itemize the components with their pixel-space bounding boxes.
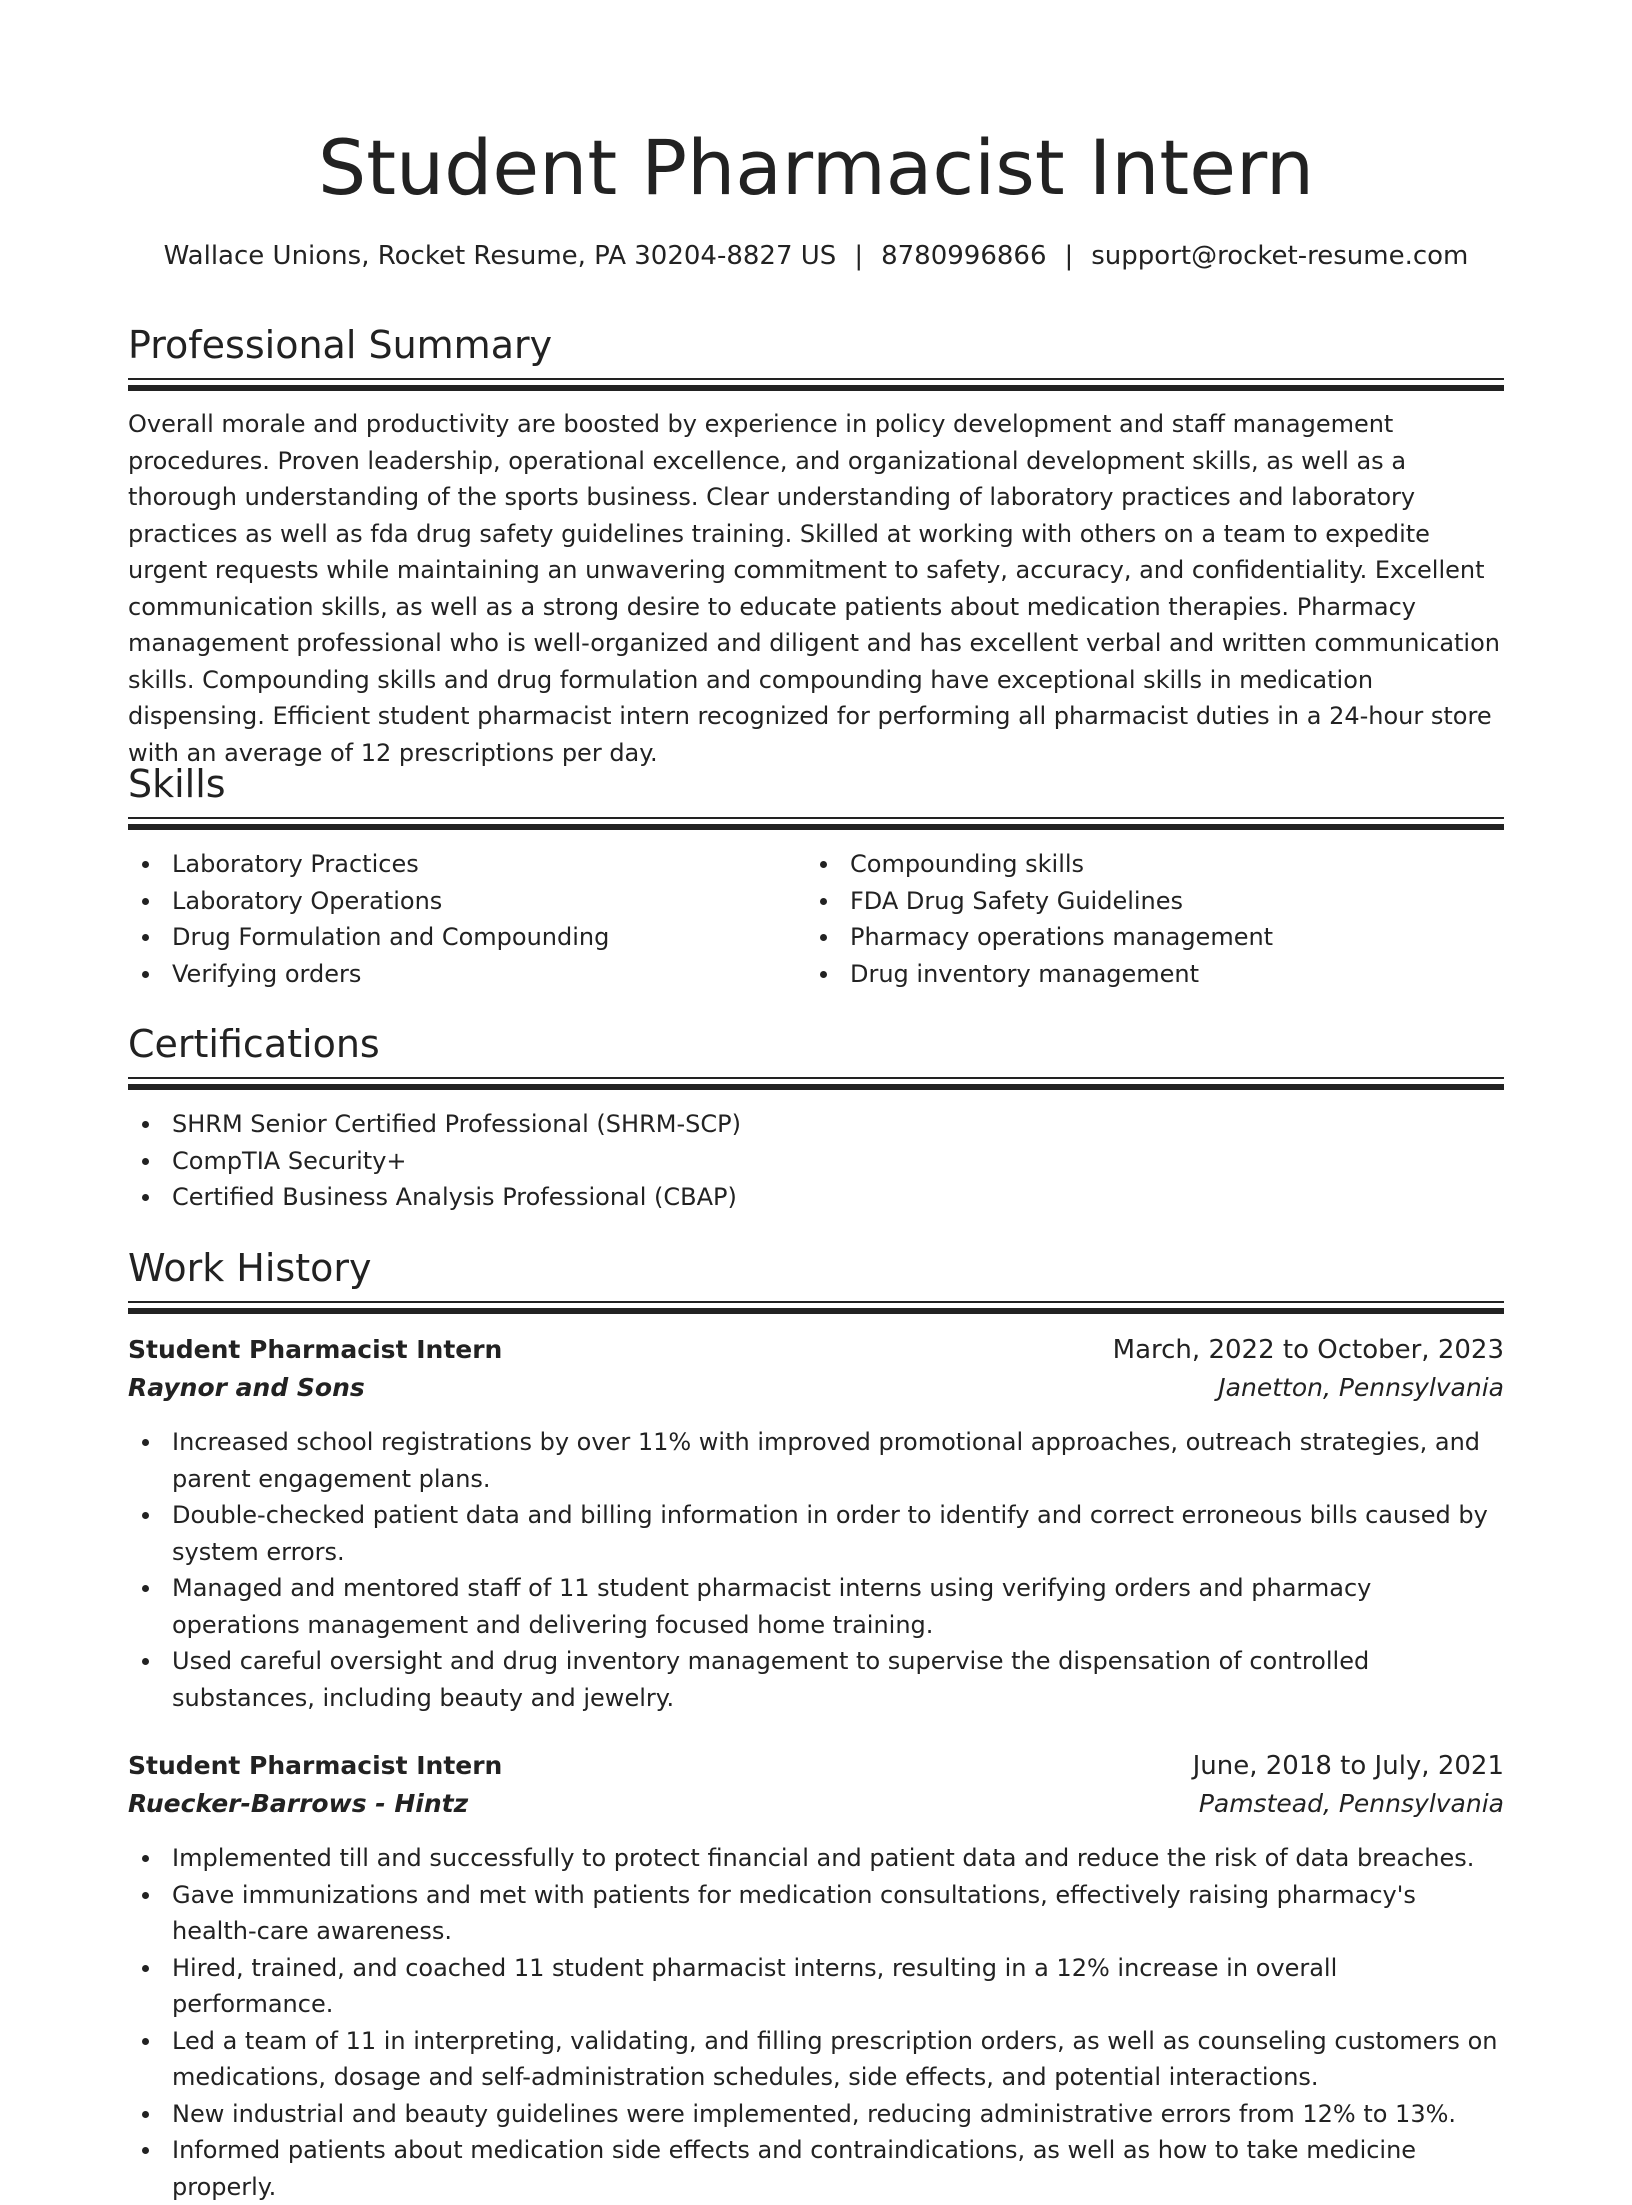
- certification-item: Certified Business Analysis Professional (CBAP): [128, 1179, 1504, 1216]
- section-divider: [128, 1077, 1504, 1091]
- job-bullet: Informed patients about medication side effects and contraindications, as well as how to take medicine properly.: [128, 2132, 1504, 2205]
- certifications-list: [128, 1106, 1504, 1216]
- job-header: [128, 1331, 1504, 1411]
- skills-list-right: [806, 846, 1486, 992]
- section-title-skills: Skills: [128, 762, 226, 806]
- job-bullet: Implemented till and successfully to protect financial and patient data and reduce the risk of data breaches.: [128, 1840, 1504, 1877]
- job-bullet-list: [128, 1840, 1504, 2205]
- contact-phone: 8780996866: [881, 241, 1047, 271]
- skill-item: Pharmacy operations management: [806, 919, 1486, 956]
- job-title: Student Pharmacist Intern: [128, 1751, 503, 1780]
- skill-item: FDA Drug Safety Guidelines: [806, 883, 1486, 920]
- job-dates: March, 2022 to October, 2023: [1112, 1335, 1504, 1365]
- job-dates: June, 2018 to July, 2021: [1192, 1751, 1504, 1781]
- job-title: Student Pharmacist Intern: [128, 1335, 503, 1364]
- skill-item: Verifying orders: [128, 956, 808, 993]
- contact-separator: |: [1064, 241, 1074, 271]
- skill-item: Compounding skills: [806, 846, 1486, 883]
- contact-line: [128, 238, 1504, 274]
- section-title-summary: Professional Summary: [128, 323, 553, 367]
- skills-list-left: [128, 846, 808, 992]
- contact-address: Wallace Unions, Rocket Resume, PA 30204-8827 US: [163, 241, 837, 271]
- certification-item: SHRM Senior Certified Professional (SHRM-SCP): [128, 1106, 1504, 1143]
- section-title-certifications: Certifications: [128, 1022, 380, 1066]
- job-company: Ruecker-Barrows - Hintz: [128, 1789, 469, 1818]
- contact-separator: |: [854, 241, 864, 271]
- skill-item: Laboratory Practices: [128, 846, 808, 883]
- skill-item: Drug Formulation and Compounding: [128, 919, 808, 956]
- contact-email[interactable]: support@rocket-resume.com: [1091, 241, 1469, 271]
- job-location: Janetton, Pennsylvania: [1218, 1373, 1504, 1402]
- resume-name: Student Pharmacist Intern: [317, 123, 1315, 212]
- job-bullet: Led a team of 11 in interpreting, validating, and filling prescription orders, as well as counseling customers on medications, dosage and self-administration schedules, side effects, and potential interactions.: [128, 2023, 1504, 2096]
- section-divider: [128, 378, 1504, 392]
- section-divider: [128, 1301, 1504, 1315]
- job-bullet: Used careful oversight and drug inventory management to supervise the dispensation of controlled substances, including beauty and jewelry.: [128, 1643, 1504, 1716]
- certification-item: CompTIA Security+: [128, 1143, 1504, 1180]
- summary-text: Overall morale and productivity are boosted by experience in policy development and staff management procedures. Proven leadership, operational excellence, and organizational development skills, as well as a thorough understanding of the sports business. Clear understanding of laboratory practices and laboratory practices as well as fda drug safety guidelines training. Skilled at working with others on a team to expedite urgent requests while maintaining an unwavering commitment to safety, accuracy, and confidentiality. Excellent communication skills, as well as a strong desire to educate patients about medication therapies. Pharmacy management professional who is well-organized and diligent and has excellent verbal and written communication skills. Compounding skills and drug formulation and compounding have exceptional skills in medication dispensing. Efficient student pharmacist intern recognized for performing all pharmacist duties in a 24-hour store with an average of 12 prescriptions per day.: [128, 410, 1500, 767]
- job-bullet: New industrial and beauty guidelines were implemented, reducing administrative errors from 12% to 13%.: [128, 2096, 1504, 2133]
- job-bullet: Managed and mentored staff of 11 student pharmacist interns using verifying orders and pharmacy operations management and delivering focused home training.: [128, 1570, 1504, 1643]
- job-bullet: Hired, trained, and coached 11 student pharmacist interns, resulting in a 12% increase in overall performance.: [128, 1950, 1504, 2023]
- skill-item: Laboratory Operations: [128, 883, 808, 920]
- job-bullet: Increased school registrations by over 11% with improved promotional approaches, outreach strategies, and parent engagement plans.: [128, 1424, 1504, 1497]
- job-header: [128, 1747, 1504, 1827]
- job-bullet: Gave immunizations and met with patients for medication consultations, effectively raising pharmacy's health-care awareness.: [128, 1877, 1504, 1950]
- job-bullet-list: [128, 1424, 1504, 1716]
- job-company: Raynor and Sons: [128, 1373, 365, 1402]
- job-location: Pamstead, Pennsylvania: [1198, 1789, 1504, 1818]
- job-bullet: Double-checked patient data and billing information in order to identify and correct erroneous bills caused by system errors.: [128, 1497, 1504, 1570]
- section-title-work-history: Work History: [128, 1246, 372, 1290]
- section-divider: [128, 817, 1504, 831]
- skill-item: Drug inventory management: [806, 956, 1486, 993]
